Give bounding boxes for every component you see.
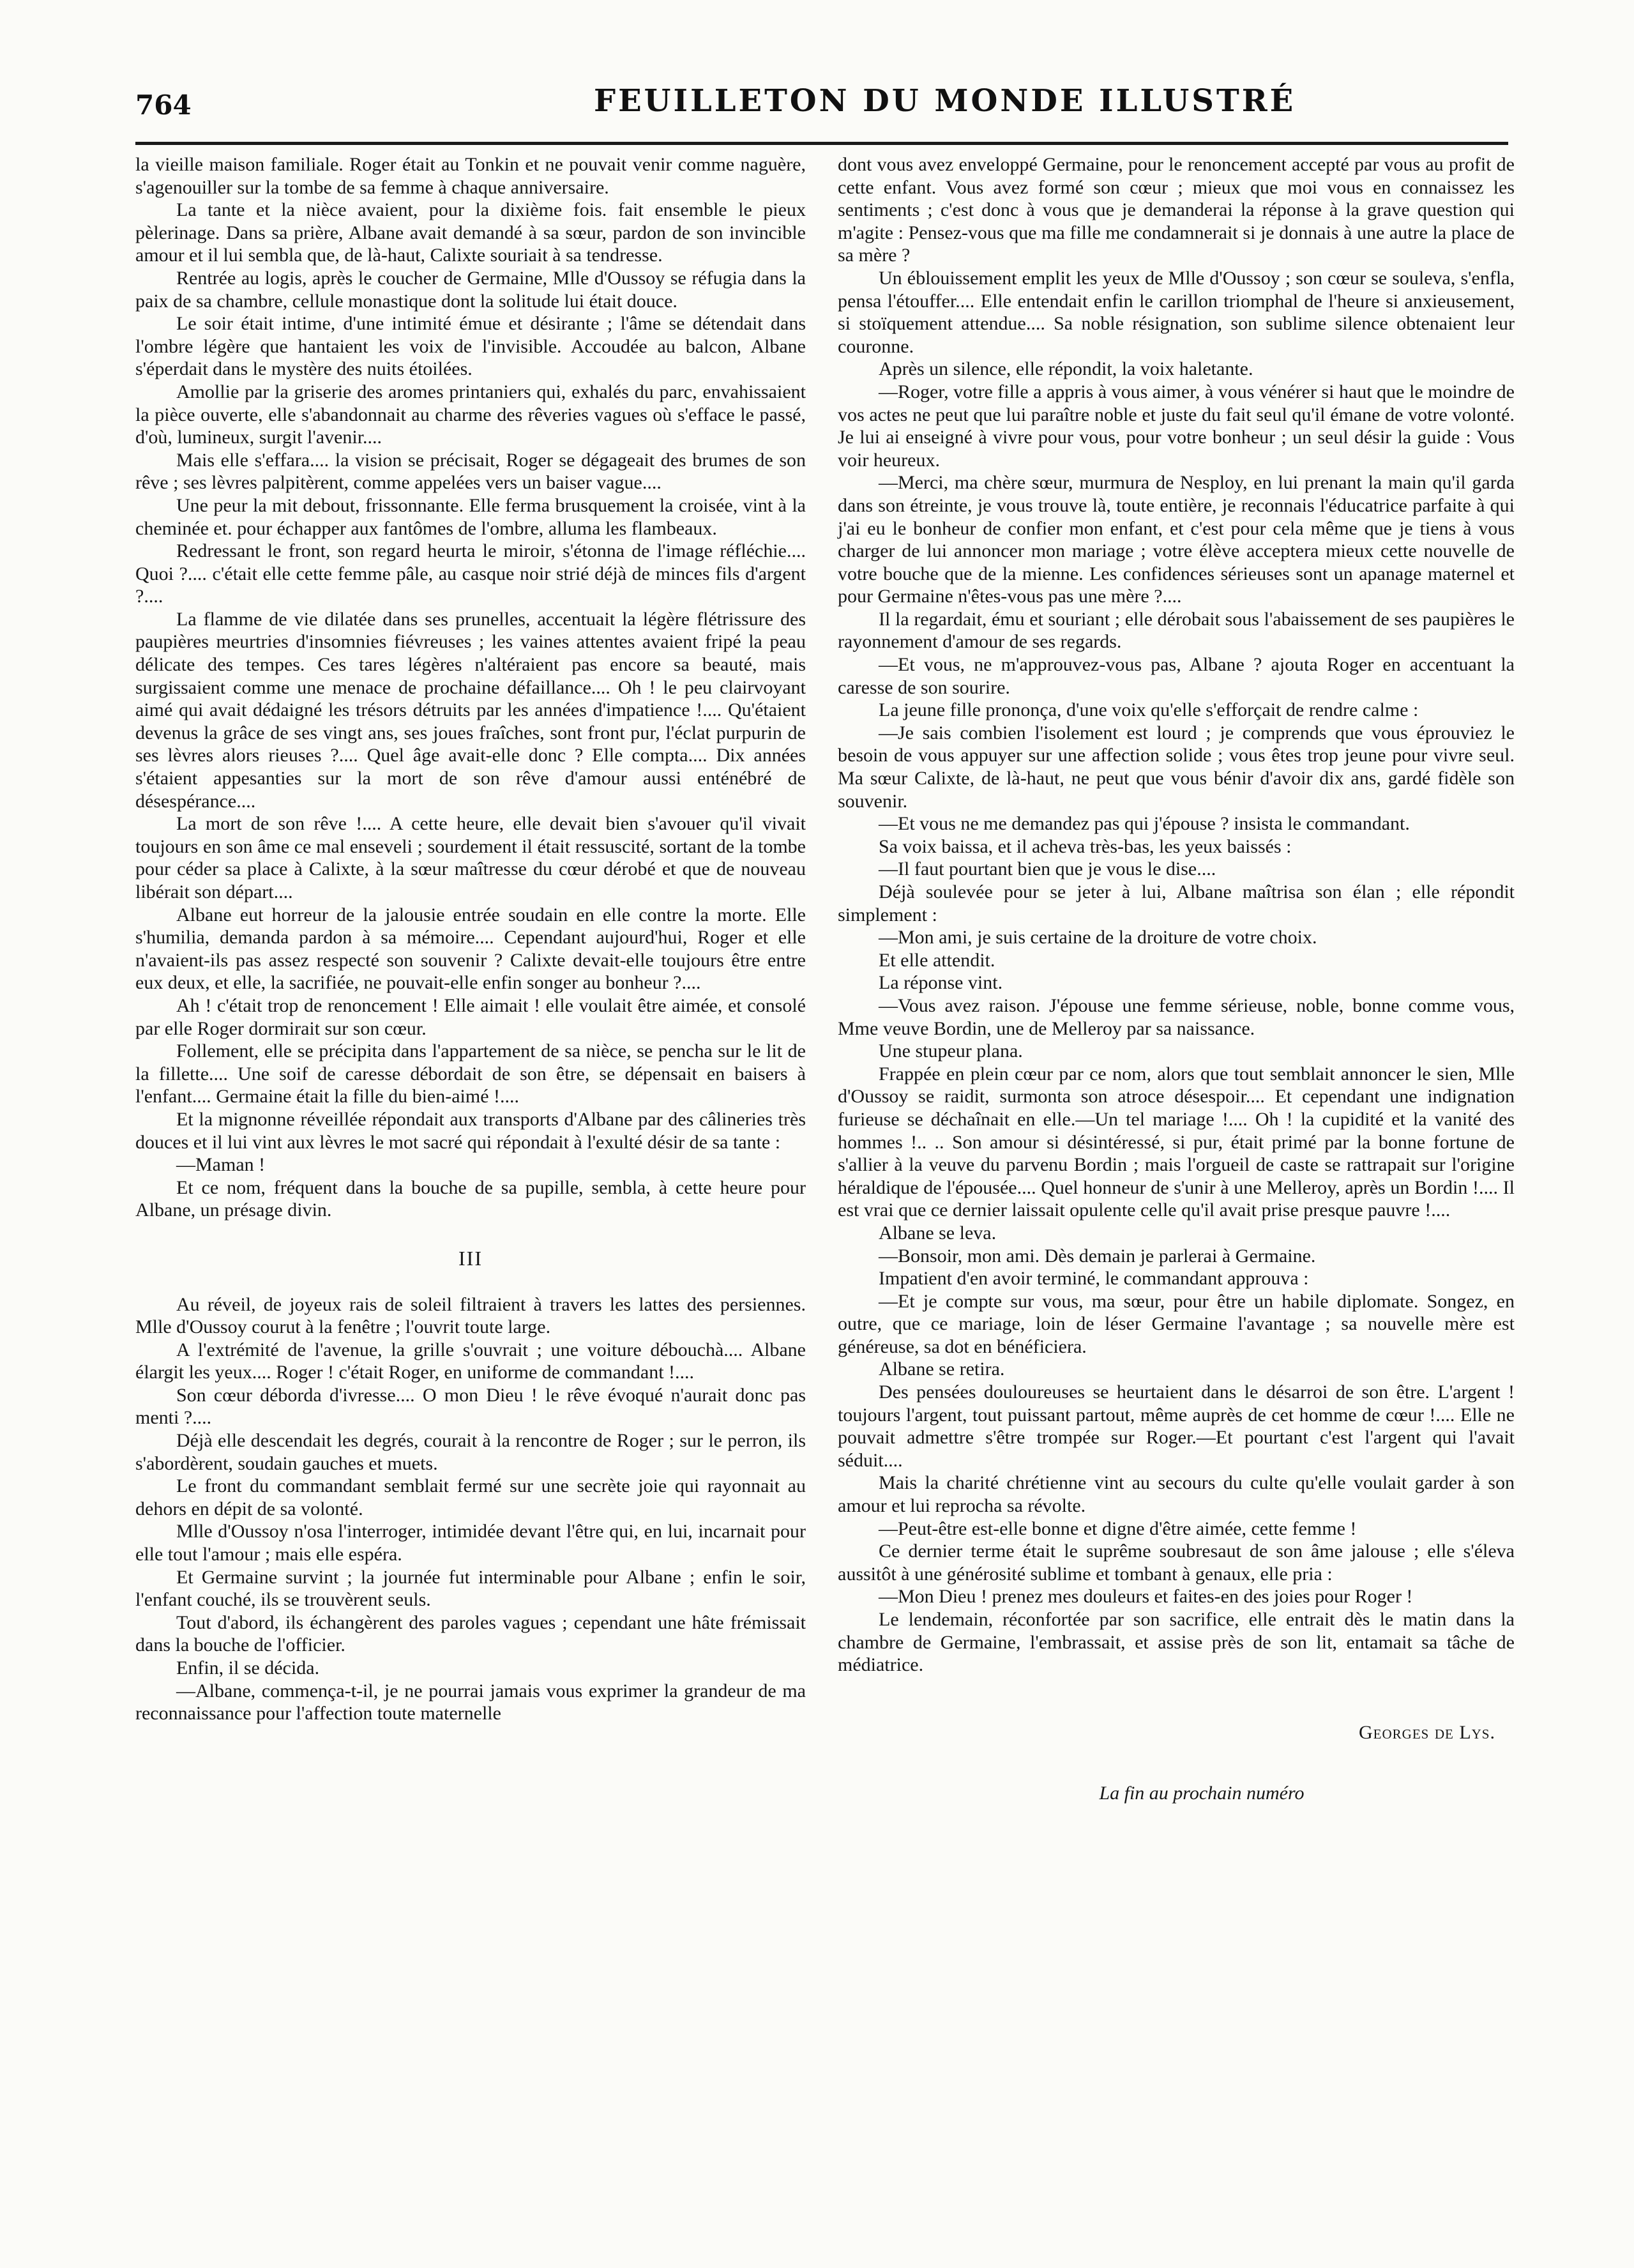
paragraph: —Et je compte sur vous, ma sœur, pour être un habile diplomate. Songez, en outre, que ce mariage, loin de léser Germaine l'avantage ; sa nouvelle mère est généreuse, sa dot en bénéficiera. [838,1290,1515,1357]
paragraph: —Mon ami, je suis certaine de la droiture de votre choix. [879,927,1317,948]
masthead-title: FEUILLETON DU MONDE ILLUSTRÉ [594,83,1296,119]
paragraph: —Mon Dieu ! prenez mes douleurs et faites-en des joies pour Roger ! [879,1586,1413,1608]
paragraph: Albane se retira. [879,1359,1005,1380]
paragraph: —Roger, votre fille a appris à vous aimer, à vous vénérer si haut que le moindre de vos actes ne peut que lui paraître noble et juste du fait seul qu'il émane de votre volonté. Je lui ai enseigné à vivre pour vous, pour votre bonheur ; un seul désir la guide : Vous voir heureux. [838,381,1515,471]
paragraph: Et Germaine survint ; la journée fut interminable pour Albane ; enfin le soir, l'enfant couché, ils se trouvèrent seuls. [135,1566,806,1611]
paragraph: —Et vous ne me demandez pas qui j'épouse ? insista le commandant. [879,813,1410,835]
paragraph: Enfin, il se décida. [176,1657,320,1678]
paragraph: Rentrée au logis, après le coucher de Germaine, Mlle d'Oussoy se réfugia dans la paix de sa chambre, cellule monastique dont la solitude lui était douce. [135,267,806,312]
paragraph: Le soir était intime, d'une intimité émue et désirante ; l'âme se détendait dans l'ombre légère que hantaient les voix de l'invisible. Accoudée au balcon, Albane s'éperdait dans le mystère des nuits étoilées. [135,313,806,380]
paragraph: Ce dernier terme était le suprême soubresaut de son âme jalouse ; elle s'éleva aussitôt à une générosité sublime et tombant à genaux, elle pria : [838,1541,1515,1585]
paragraph: Son cœur déborda d'ivresse.... O mon Dieu ! le rêve évoqué n'aurait donc pas menti ?.... [135,1384,806,1429]
paragraph: Et elle attendit. [879,949,995,971]
paragraph: Albane eut horreur de la jalousie entrée soudain en elle contre la morte. Elle s'humilia, demanda pardon à sa mémoire.... Cependant aujourd'hui, Roger et elle n'avaient-ils pas assez respecté son souvenir ? Calixte devait-elle toujours être entre eux deux, et elle, la sacrifiée, ne pouvait-elle enfin songer au bonheur ?.... [135,904,806,994]
paragraph: Impatient d'en avoir terminé, le commandant approuva : [879,1268,1309,1290]
paragraph: Mlle d'Oussoy n'osa l'interroger, intimidée devant l'être qui, en lui, incarnait pour elle tout l'amour ; mais elle espéra. [135,1521,806,1565]
paragraph: La tante et la nièce avaient, pour la dixième fois. fait ensemble le pieux pèlerinage. Dans sa prière, Albane avait demandé à sa sœur, pardon de son invincible amour et il lui sembla que, de là-haut, Calixte souriait à sa tendresse. [135,199,806,266]
paragraph: —Peut-être est-elle bonne et digne d'être aimée, cette femme ! [879,1518,1357,1539]
paragraph: Mais elle s'effara.... la vision se précisait, Roger se dégageait des brumes de son rêve ; ses lèvres palpitèrent, comme appelées vers un baiser vague.... [135,449,806,494]
continued-notice: La fin au prochain numéro [1099,1783,1305,1804]
paragraph: —Vous avez raison. J'épouse une femme sérieuse, noble, bonne comme vous, Mme veuve Bordin, une de Melleroy par sa naissance. [838,994,1515,1039]
author-signature: Georges de Lys. [1358,1721,1495,1743]
header-rule [135,142,1508,145]
paragraph: la vieille maison familiale. Roger était au Tonkin et ne pouvait venir comme naguère, s'agenouiller sur la tombe de sa femme à chaque anniversaire. [135,154,806,198]
paragraph: Albane se leva. [879,1222,997,1244]
paragraph: Mais la charité chrétienne vint au secours du culte qu'elle voulait garder à son amour et lui reprocha sa révolte. [838,1472,1515,1517]
paragraph: —Maman ! [176,1154,266,1176]
paragraph: La jeune fille prononça, d'une voix qu'elle s'efforçait de rendre calme : [879,699,1419,721]
section-number: III [458,1246,483,1270]
paragraph: A l'extrémité de l'avenue, la grille s'ouvrait ; une voiture débouchà.... Albane élargit les yeux.... Roger ! c'était Roger, en uniforme de commandant !.... [135,1339,806,1383]
paragraph: Il la regardait, ému et souriant ; elle dérobait sous l'abaissement de ses paupières le rayonnement d'amour de ses regards. [838,608,1515,653]
paragraph: Le lendemain, réconfortée par son sacrifice, elle entrait dès le matin dans la chambre de Germaine, l'embrassait, et assise près de son lit, entamait sa tâche de médiatrice. [838,1609,1515,1676]
paragraph: Ah ! c'était trop de renoncement ! Elle aimait ! elle voulait être aimée, et consolé par elle Roger dormirait sur son cœur. [135,994,806,1039]
paragraph: Au réveil, de joyeux rais de soleil filtraient à travers les lattes des persiennes. Mlle d'Oussoy courut à la fenêtre ; l'ouvrit toute large. [135,1293,806,1338]
paragraph: dont vous avez enveloppé Germaine, pour le renoncement accepté par vous au profit de cette enfant. Vous avez formé son cœur ; mieux que moi vous en connaissez les sentiments ; c'est donc à vous que je demanderai la réponse à la grave question qui m'agite : Pensez-vous que ma fille me condamnerait si je donnais à une autre la place de sa mère ? [838,154,1515,266]
paragraph: La flamme de vie dilatée dans ses prunelles, accentuait la légère flétrissure des paupières meurtries d'insomnies fiévreuses ; les vaines attentes avaient fripé la peau délicate des tempes. Ces tares légères n'altéraient pas encore sa beauté, mais surgissaient comme une menace de prochaine défaillance.... Oh ! le peu clairvoyant aimé qui avait dédaigné les trésors détruits par les années d'impatience !.... Qu'étaient devenus la grâce de ses vingt ans, ses joues fraîches, sont front pur, l'éclat purpurin de ses lèvres alors rieuses ?.... Quel âge avait-elle donc ? Elle compta.... Dix années s'étaient appesanties sur la mort de son rêve d'amour aussi enténébré de désespérance.... [135,608,806,812]
paragraph: Sa voix baissa, et il acheva très-bas, les yeux baissés : [879,835,1292,857]
paragraph: —Bonsoir, mon ami. Dès demain je parlerai à Germaine. [879,1245,1316,1267]
right-column [838,153,1515,1805]
paragraph: Après un silence, elle répondit, la voix haletante. [879,358,1253,380]
paragraph: Et la mignonne réveillée répondait aux transports d'Albane par des câlineries très douces et il lui vint aux lèvres le mot sacré qui répondait à l'exulté désir de sa tante : [135,1108,806,1153]
paragraph: La réponse vint. [879,972,1003,994]
paragraph: Le front du commandant semblait fermé sur une secrète joie qui rayonnait au dehors en dépit de sa volonté. [135,1475,806,1519]
paragraph: —Je sais combien l'isolement est lourd ; je comprends que vous éprouviez le besoin de vous appuyer sur une affection solide ; vous êtes trop jeune pour vivre seul. Ma sœur Calixte, de là-haut, ne peut que vous bénir d'avoir dix ans, gardé fidèle son souvenir. [838,722,1515,812]
paragraph: —Albane, commença-t-il, je ne pourrai jamais vous exprimer la grandeur de ma reconnaissance pour l'affection toute maternelle [135,1680,806,1724]
paragraph: —Et vous, ne m'approuvez-vous pas, Albane ? ajouta Roger en accentuant la caresse de son sourire. [838,654,1515,698]
left-column [135,153,806,1725]
paragraph: Redressant le front, son regard heurta le miroir, s'étonna de l'image réfléchie.... Quoi ?.... c'était elle cette femme pâle, au casque noir strié déjà de minces fils d'argent ?.... [135,540,806,607]
paragraph: Tout d'abord, ils échangèrent des paroles vagues ; cependant une hâte frémissait dans la bouche de l'officier. [135,1611,806,1656]
paragraph: Follement, elle se précipita dans l'appartement de sa nièce, se pencha sur le lit de la fillette.... Une soif de caresse débordait de son être, se dépensait en baisers à l'enfant.... Germaine était la fille du bien-aimé !.... [135,1040,806,1107]
paragraph: La mort de son rêve !.... A cette heure, elle devait bien s'avouer qu'il vivait toujours en son âme ce mal enseveli ; sourdement il était ressuscité, sortant de la tombe pour céder sa place à Calixte, à la sœur maîtresse du cœur dérobé et que de nouveau libérait son départ.... [135,813,806,902]
paragraph: Amollie par la griserie des aromes printaniers qui, exhalés du parc, envahissaient la pièce ouverte, elle s'abandonnait au charme des rêveries vagues où s'efface le passé, d'où, lumineux, surgit l'avenir.... [135,381,806,448]
paragraph: —Il faut pourtant bien que je vous le dise.... [879,858,1216,880]
paragraph: Et ce nom, fréquent dans la bouche de sa pupille, sembla, à cette heure pour Albane, un présage divin. [135,1176,806,1221]
paragraph: —Merci, ma chère sœur, murmura de Nesploy, en lui prenant la main qu'il garda dans son étreinte, je vous trouve là, toute entière, je reconnais l'éducatrice parfaite à qui j'ai eu le bonheur de confier mon enfant, et c'est pour cela même que je tiens à vous charger de lui annoncer mon mariage ; votre élève acceptera mieux cette nouvelle de votre bouche que de la mienne. Les confidences sérieuses sont un apanage maternel et pour Germaine n'êtes-vous pas une mère ?.... [838,472,1515,607]
paragraph: Frappée en plein cœur par ce nom, alors que tout semblait annoncer le sien, Mlle d'Oussoy se raidit, surmonta son atroce désespoir.... Et cependant une indignation furieuse se déchaînait en elle.—Un tel mariage !.... Oh ! la cupidité et la vanité des hommes !.. .. Son amour si désintéressé, si pur, était primé par la bonne fortune de s'allier à la veuve du parvenu Bordin ; mais l'orgueil de caste se rattrapait sur l'origine héraldique de l'épousée.... Quel honneur de s'unir à une Melleroy, après un Bordin !.... Il est vrai que ce dernier laissait opulente celle qu'il avait prise presque pauvre !.... [838,1063,1515,1221]
paragraph: Déjà soulevée pour se jeter à lui, Albane maîtrisa son élan ; elle répondit simplement : [838,881,1515,925]
paragraph: Un éblouissement emplit les yeux de Mlle d'Oussoy ; son cœur se souleva, s'enfla, pensa l'étouffer.... Elle entendait enfin le carillon triomphal de l'heure si anxieusement, si stoïquement attendue.... Sa noble résignation, son sublime silence obtenaient leur couronne. [838,267,1515,357]
paragraph: Des pensées douloureuses se heurtaient dans le désarroi de son être. L'argent ! toujours l'argent, tout puissant partout, même auprès de cet homme de cœur !.... Elle ne pouvait admettre s'être trompée sur Roger.—Et pourtant c'est l'argent qui l'avait séduit.... [838,1381,1515,1471]
paragraph: Une stupeur plana. [879,1040,1023,1062]
paragraph: Déjà elle descendait les degrés, courait à la rencontre de Roger ; sur le perron, ils s'abordèrent, soudain gauches et muets. [135,1430,806,1474]
paragraph: Une peur la mit debout, frissonnante. Elle ferma brusquement la croisée, vint à la cheminée et. pour échapper aux fantômes de l'ombre, alluma les flambeaux. [135,494,806,539]
page-number: 764 [135,89,192,121]
